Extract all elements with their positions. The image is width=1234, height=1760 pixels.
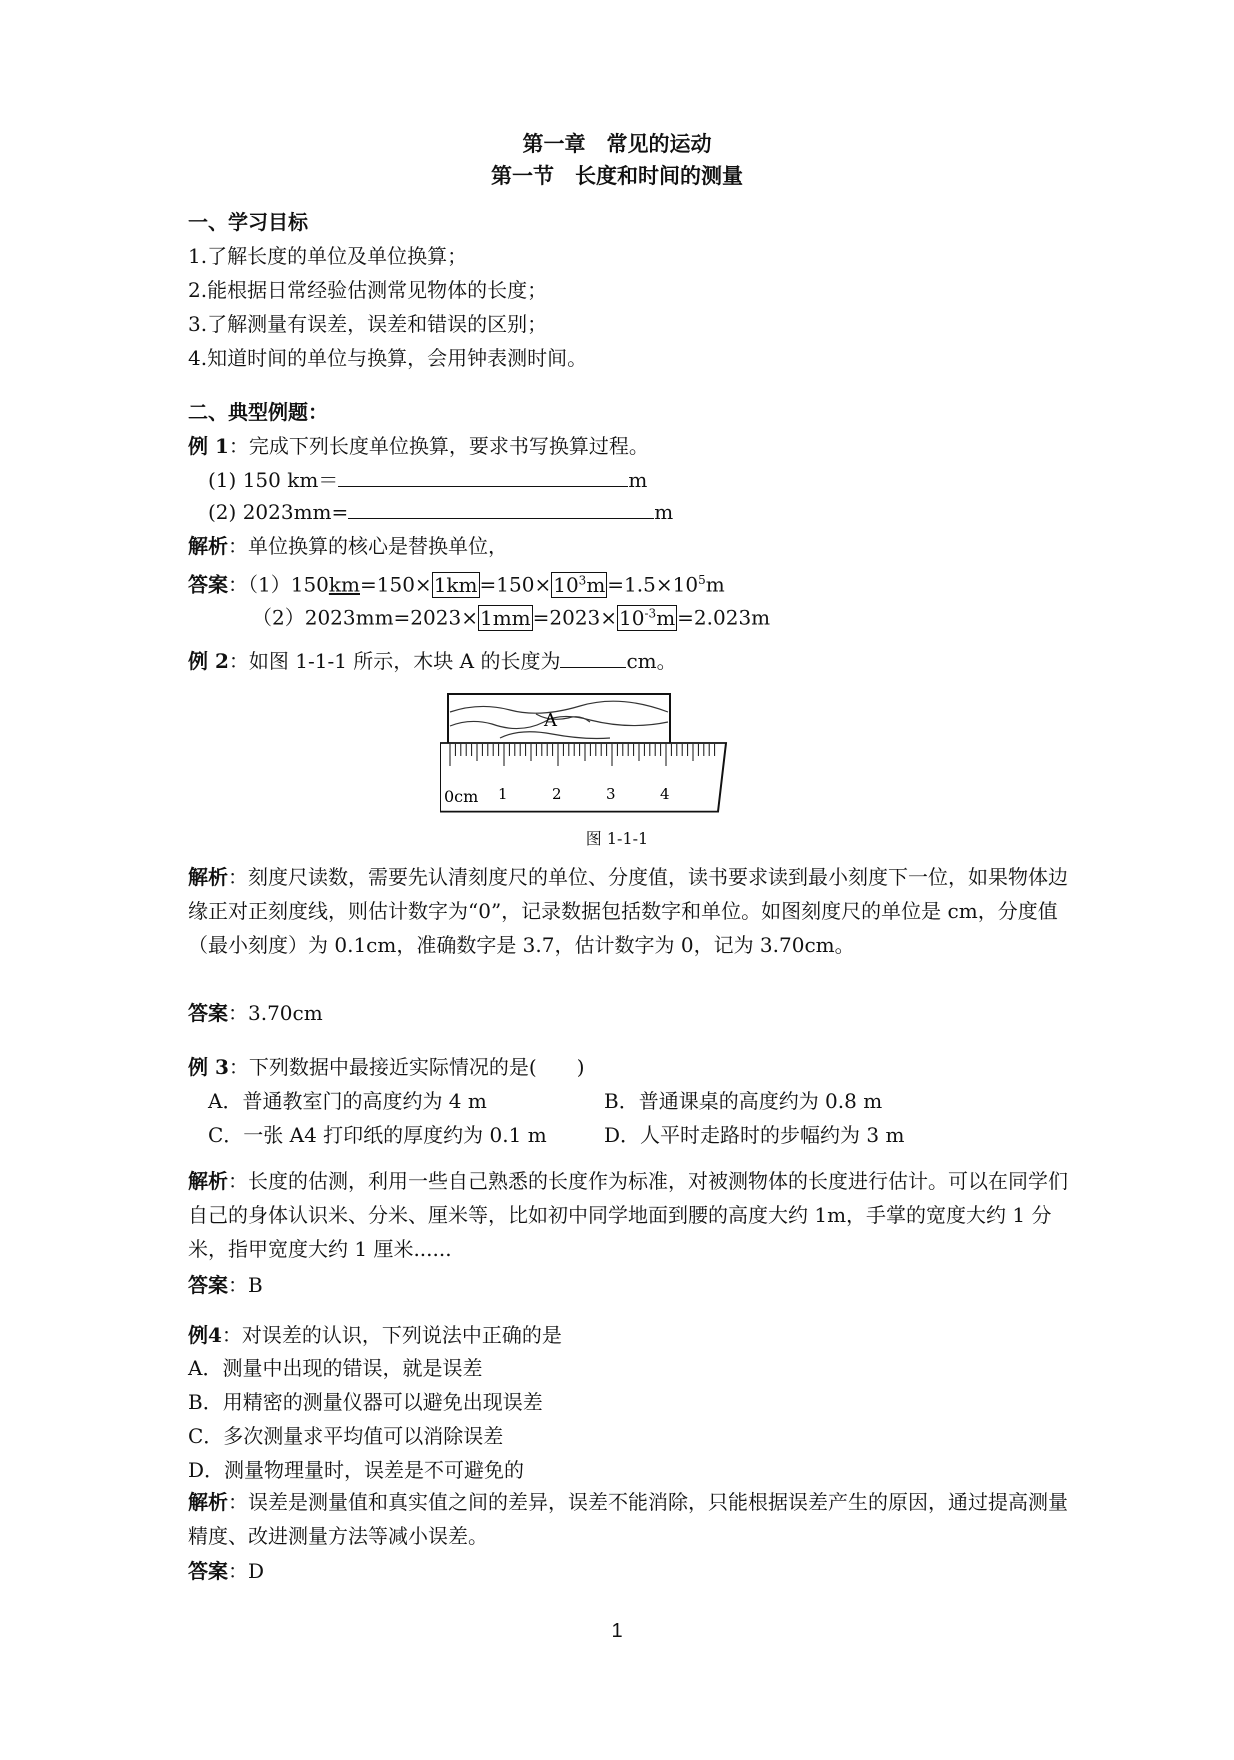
example-1-answer-2: $(2)2023mm=2023\times 1mm =2023\times 10^{-3}m =2.023m$ — [252, 605, 771, 630]
answer-blank[interactable] — [560, 647, 626, 668]
example-3-question: 例 3：下列数据中最接近实际情况的是( ) — [188, 1055, 585, 1079]
example-3-answer: 答案：B — [188, 1273, 263, 1297]
figure-caption: 图 1-1-1 — [585, 829, 649, 848]
example-2-analysis: 解析：刻度尺读数，需要先认清刻度尺的单位、分度值，读书要求读到最小刻度下一位，如果物体边缘正对正刻度线，则估计数字为“0”，记录数据包括数字和单位。如图刻度尺的单位是 cm，分度值（最小刻度）为 0.1cm，准确数字是 3.7，估计数字为 0，记为 3.70cm。 — [188, 865, 1068, 957]
option-c: C．一张 A4 打印纸的厚度约为 0.1 m — [208, 1123, 547, 1147]
page-number: 1 — [611, 1620, 623, 1642]
example-2-question: 例 2：如图 1-1-1 所示，木块 A 的长度为 cm。 — [188, 649, 677, 673]
block-label: A — [544, 710, 557, 731]
ruler-number: 3 — [606, 785, 616, 803]
example-3-options-row — [208, 1086, 882, 1116]
example-1-analysis: 解析：单位换算的核心是替换单位， — [188, 534, 508, 558]
section-title: 第一节 长度和时间的测量 — [491, 163, 743, 188]
objective-item: 4.知道时间的单位与换算，会用钟表测时间。 — [188, 346, 588, 370]
option-d: D．人平时走路时的步幅约为 3 m — [604, 1123, 905, 1147]
ruler-figure — [440, 692, 730, 816]
example-4-question: 例4：对误差的认识，下列说法中正确的是 — [188, 1323, 562, 1347]
example-2-answer: 答案：3.70cm — [188, 1001, 323, 1025]
examples-heading: 二、典型例题： — [188, 400, 328, 424]
wood-block — [448, 694, 670, 748]
example-1-question: 例 1：完成下列长度单位换算，要求书写换算过程。 — [188, 434, 649, 458]
example-label: 例 1 — [188, 434, 229, 458]
option-d: D．测量物理量时，误差是不可避免的 — [188, 1458, 525, 1482]
chapter-title: 第一章 常见的运动 — [522, 131, 712, 156]
example-4-analysis: 解析：误差是测量值和真实值之间的差异，误差不能消除，只能根据误差产生的原因，通过提高测量精度、改进测量方法等减小误差。 — [188, 1490, 1068, 1548]
boxed-unit: $10^3m$ — [553, 572, 606, 597]
answer-blank[interactable] — [338, 466, 628, 487]
boxed-unit: $10^{-3}m$ — [619, 605, 676, 630]
option-a: A．普通教室门的高度约为 4 m — [208, 1089, 487, 1113]
objective-item: 3.了解测量有误差，误差和错误的区别； — [188, 312, 548, 336]
boxed-unit: 1mm — [479, 605, 531, 630]
ruler-unit-label: 0cm — [444, 787, 479, 806]
objective-item: 2.能根据日常经验估测常见物体的长度； — [188, 278, 548, 302]
ruler-number: 4 — [660, 785, 670, 803]
ruler-number: 1 — [498, 785, 508, 803]
option-a: A．测量中出现的错误，就是误差 — [188, 1356, 483, 1380]
example-3-options-row — [208, 1120, 904, 1150]
option-b: B．用精密的测量仪器可以避免出现误差 — [188, 1390, 543, 1414]
example-1-answer-1: 答案：$(1)150km=150\times 1km =150\times 10^3m =1.5\times 10^5m$ — [188, 572, 725, 597]
option-b: B．普通课桌的高度约为 0.8 m — [604, 1089, 883, 1113]
example-3-analysis: 解析：长度的估测，利用一些自己熟悉的长度作为标准，对被测物体的长度进行估计。可以在同学们自己的身体认识米、分米、厘米等，比如初中同学地面到腰的高度大约 1m，手掌的宽度大约 1 分米，指甲宽度大约 1 厘米...... — [188, 1169, 1068, 1261]
example-1-item-2: (2) 2023mm= m — [208, 500, 674, 524]
objective-item: 1.了解长度的单位及单位换算； — [188, 244, 468, 268]
example-4-answer: 答案：D — [188, 1559, 265, 1583]
answer-blank[interactable] — [348, 498, 654, 519]
option-c: C．多次测量求平均值可以消除误差 — [188, 1424, 504, 1448]
objectives-heading: 一、学习目标 — [188, 210, 308, 234]
example-1-item-1: (1) 150 km＝ m — [208, 468, 648, 492]
ruler-number: 2 — [552, 785, 562, 803]
boxed-unit: 1km — [433, 572, 478, 597]
